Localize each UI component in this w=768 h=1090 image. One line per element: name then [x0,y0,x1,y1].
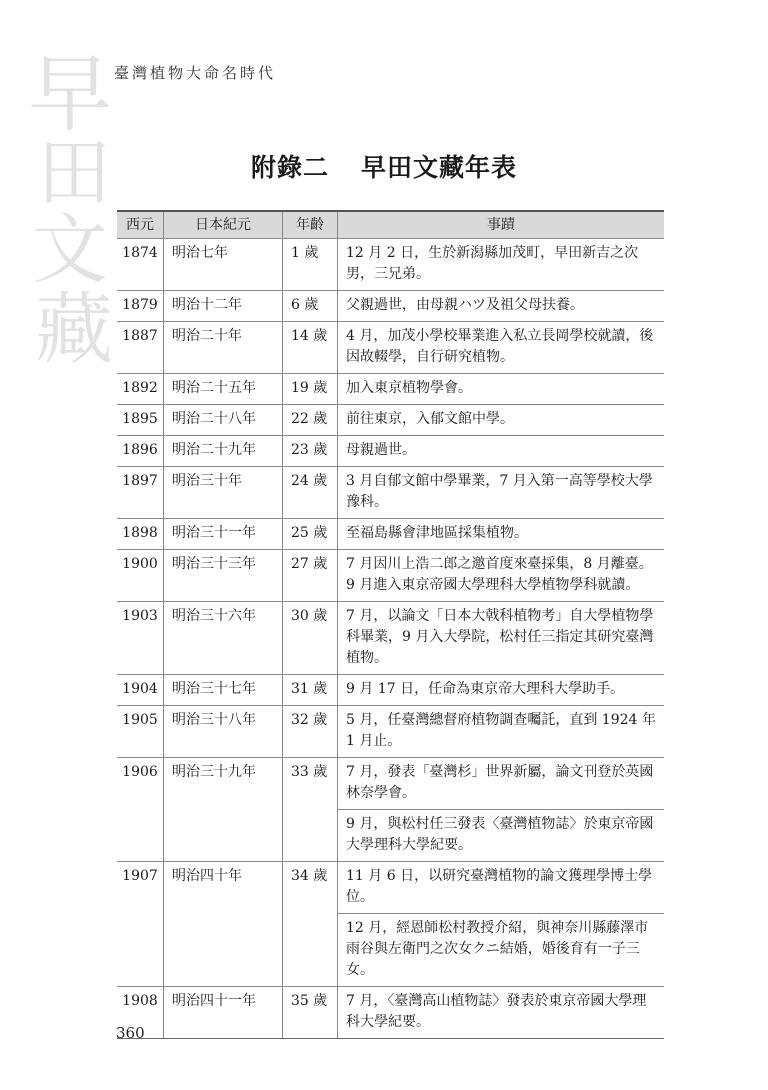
era-cell: 明治二十五年 [164,374,283,405]
era-cell: 明治三十八年 [164,706,283,758]
table-row [117,322,664,374]
age-cell: 32 歲 [283,706,338,758]
event-cell: 12 月，經恩師松村教授介紹，與神奈川縣藤澤市雨谷與左衛門之次女クニ結婚，婚後育有一子三女。 [338,914,665,987]
era-cell: 明治三十九年 [164,758,283,862]
event-cell: 5 月，任臺灣總督府植物調查囑託，直到 1924 年 1 月止。 [338,706,665,758]
title-subject: 早田文藏年表 [361,153,518,182]
chronology-table [117,210,664,1039]
age-cell: 19 歲 [283,374,338,405]
event-cell: 4 月，加茂小學校畢業進入私立長岡學校就讀，後因故輟學，自行研究植物。 [338,322,665,374]
watermark-char-2: 田 [37,130,111,216]
age-cell: 25 歲 [283,519,338,550]
era-cell: 明治四十年 [164,862,283,987]
age-cell: 34 歲 [283,862,338,987]
table-row [117,436,664,467]
event-cell: 7 月，以論文「日本大戟科植物考」自大學植物學科畢業，9 月入大學院，松村任三指定其研究臺灣植物。 [338,602,665,675]
year-cell: 1895 [117,405,164,436]
table-row [117,550,664,602]
era-cell: 明治二十九年 [164,436,283,467]
event-cell: 9 月，與松村任三發表〈臺灣植物誌〉於東京帝國大學理科大學紀要。 [338,810,665,862]
age-cell: 14 歲 [283,322,338,374]
year-cell: 1892 [117,374,164,405]
age-cell: 27 歲 [283,550,338,602]
era-cell: 明治二十八年 [164,405,283,436]
era-cell: 明治十二年 [164,291,283,322]
watermark-char-4: 藏 [34,285,114,368]
year-cell: 1879 [117,291,164,322]
event-cell: 11 月 6 日，以研究臺灣植物的論文獲理學博士學位。 [338,862,665,914]
appendix-label: 附錄二 [250,153,329,182]
year-cell: 1906 [117,758,164,862]
age-cell: 6 歲 [283,291,338,322]
age-cell: 23 歲 [283,436,338,467]
event-cell: 至福島縣會津地區採集植物。 [338,519,665,550]
event-cell: 母親過世。 [338,436,665,467]
header-year: 西元 [117,211,164,239]
age-cell: 24 歲 [283,467,338,519]
table-row [117,987,664,1039]
table-header-row [117,211,664,239]
event-cell: 父親過世，由母親ハツ及祖父母扶養。 [338,291,665,322]
year-cell: 1898 [117,519,164,550]
event-cell: 3 月自郁文館中學畢業，7 月入第一高等學校大學豫科。 [338,467,665,519]
year-cell: 1897 [117,467,164,519]
age-cell: 30 歲 [283,602,338,675]
event-cell: 加入東京植物學會。 [338,374,665,405]
year-cell: 1904 [117,675,164,706]
table-row [117,706,664,758]
event-cell: 9 月 17 日，任命為東京帝大理科大學助手。 [338,675,665,706]
watermark-calligraphy [18,28,118,368]
table-row [117,758,664,810]
era-cell: 明治二十年 [164,322,283,374]
table-row [117,239,664,291]
year-cell: 1903 [117,602,164,675]
year-cell: 1905 [117,706,164,758]
watermark-char-3: 文 [32,205,108,294]
table-row [117,405,664,436]
page-number: 360 [116,1024,145,1042]
event-cell: 7 月，〈臺灣高山植物誌〉發表於東京帝國大學理科大學紀要。 [338,987,665,1039]
header-events: 事蹟 [338,211,665,239]
age-cell: 35 歲 [283,987,338,1039]
table-row [117,519,664,550]
age-cell: 22 歲 [283,405,338,436]
era-cell: 明治七年 [164,239,283,291]
year-cell: 1908 [117,987,164,1039]
table-row [117,675,664,706]
era-cell: 明治三十三年 [164,550,283,602]
era-cell: 明治三十七年 [164,675,283,706]
table-row [117,291,664,322]
table-row [117,602,664,675]
era-cell: 明治四十一年 [164,987,283,1039]
year-cell: 1896 [117,436,164,467]
page-title [0,148,768,184]
age-cell: 31 歲 [283,675,338,706]
watermark-char-1: 早 [27,45,113,143]
year-cell: 1874 [117,239,164,291]
era-cell: 明治三十年 [164,467,283,519]
table-row [117,467,664,519]
event-cell: 7 月因川上浩二郎之邀首度來臺採集，8 月離臺。9 月進入東京帝國大學理科大學植物學科就讀。 [338,550,665,602]
table-body [117,239,664,1039]
table-row [117,374,664,405]
running-head: 臺灣植物大命名時代 [114,64,277,82]
event-cell: 前往東京，入郁文館中學。 [338,405,665,436]
era-cell: 明治三十六年 [164,602,283,675]
era-cell: 明治三十一年 [164,519,283,550]
event-cell: 7 月，發表「臺灣杉」世界新屬，論文刊登於英國林奈學會。 [338,758,665,810]
year-cell: 1887 [117,322,164,374]
table-row [117,862,664,914]
event-cell: 12 月 2 日，生於新潟縣加茂町，早田新吉之次男，三兄弟。 [338,239,665,291]
age-cell: 1 歲 [283,239,338,291]
age-cell: 33 歲 [283,758,338,862]
header-era: 日本紀元 [164,211,283,239]
year-cell: 1907 [117,862,164,987]
year-cell: 1900 [117,550,164,602]
header-age: 年齡 [283,211,338,239]
